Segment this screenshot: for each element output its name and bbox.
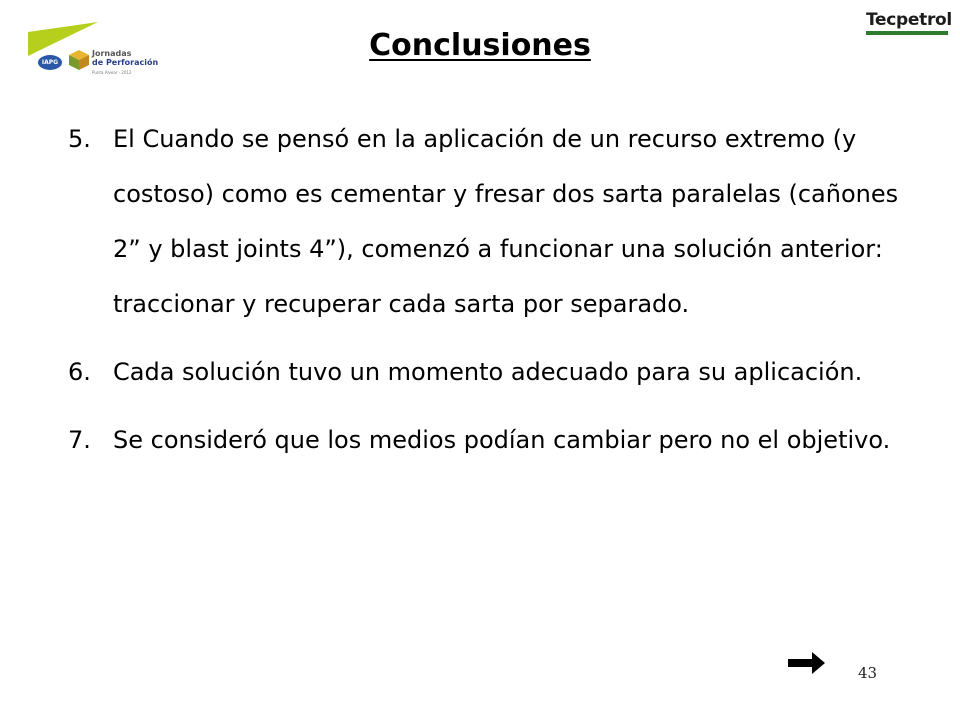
slide-title: Conclusiones: [369, 28, 591, 63]
item-text: Cada solución tuvo un momento adecuado para su aplicación.: [113, 358, 863, 386]
jornadas-subtitle: Punta Alvear · 2012: [92, 70, 132, 75]
list-item: [68, 413, 918, 468]
page-number: 43: [858, 664, 878, 682]
iapg-badge: IAPG: [38, 55, 62, 70]
right-arrow-icon[interactable]: [788, 652, 826, 674]
item-number: 5.: [68, 125, 91, 153]
tecpetrol-logo: Tecpetrol: [866, 10, 952, 30]
item-number: 7.: [68, 426, 91, 454]
item-number: 6.: [68, 358, 91, 386]
list-item: [68, 112, 918, 332]
jornadas-title: Jornadas de Perforación: [92, 49, 159, 67]
list-item: [68, 345, 918, 400]
item-text: El Cuando se pensó en la aplicación de un recurso extremo (y costoso) como es cementar y fresar dos sarta paralelas (cañones 2” y blast joints 4”), comenzó a funcionar una solución anterior: traccionar y recuperar cada sarta por separado.: [113, 125, 899, 318]
item-text: Se consideró que los medios podían cambiar pero no el objetivo.: [113, 426, 891, 454]
conclusion-list: [68, 112, 918, 481]
